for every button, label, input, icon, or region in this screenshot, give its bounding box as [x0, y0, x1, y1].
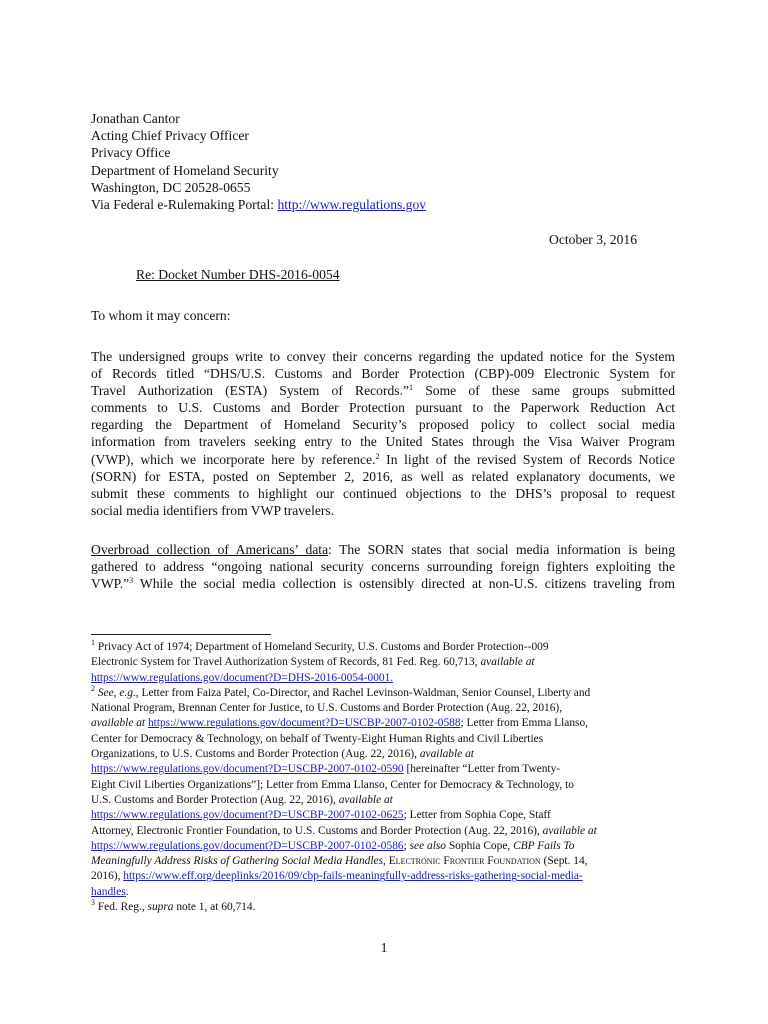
paragraph-line: [91, 382, 675, 399]
re-line: Re: Docket Number DHS-2016-0054: [136, 267, 340, 282]
text-run: While the social media collection is ostensibly directed at non-U.S. citizens traveling from: [133, 576, 675, 592]
text-run: available at: [542, 824, 597, 837]
text-run: ; Letter from Sophia Cope, Staff: [403, 809, 551, 822]
footnote-3-line: [91, 900, 675, 915]
footnote-link[interactable]: https://www.regulations.gov/document?D=USCBP-2007-0102-0625: [91, 809, 404, 822]
paragraph-line: submit these comments to highlight our continued objections to the DHS’s proposal to request: [91, 485, 675, 501]
text-run: U.S. Customs and Border Protection (Aug. 22, 2016),: [91, 793, 339, 806]
footnote-2-line: [91, 869, 675, 884]
text-run: available at: [480, 656, 535, 669]
footnote-2-line: [91, 854, 675, 869]
text-run: Attorney, Electronic Frontier Foundation, to U.S. Customs and Border Protection (Aug. 22, 2016),: [91, 824, 543, 837]
footnote-1-line: [91, 640, 675, 655]
paragraph-line: (SORN) for ESTA, posted on September 2, 2016, as well as related explanatory documents, we: [91, 468, 675, 484]
text-run: Electronic Frontier Foundation: [388, 855, 541, 868]
text-run: Travel Authorization (ESTA) System of Records.”: [91, 383, 410, 399]
text-run: (Sept. 14,: [540, 855, 588, 868]
recipient-department: Department of Homeland Security: [91, 162, 279, 178]
text-run: .: [125, 885, 129, 898]
text-run: (VWP), which we incorporate here by reference.: [91, 451, 376, 467]
footnote-ref[interactable]: 2: [375, 451, 380, 461]
recipient-city: Washington, DC 20528-0655: [91, 179, 251, 195]
text-run: Some of these same groups submitted: [413, 383, 675, 399]
text-run: see also: [409, 839, 446, 852]
footnote-ref[interactable]: 1: [409, 383, 414, 393]
footnote-2-line: [91, 683, 675, 701]
paragraph-line: [91, 575, 675, 592]
recipient-title: Acting Chief Privacy Officer: [91, 128, 249, 144]
recipient-name: Jonathan Cantor: [91, 111, 180, 126]
footnotes: [91, 640, 675, 915]
section-heading: Overbroad collection of Americans’ data: [91, 542, 329, 557]
footnote-link[interactable]: https://www.regulations.gov/document?D=USCBP-2007-0102-0590: [91, 763, 404, 776]
paragraph-overbroad: [91, 541, 675, 592]
page-number: 1: [380, 940, 388, 955]
salutation: To whom it may concern:: [91, 308, 231, 323]
paragraph-line: social media identifiers from VWP travelers.: [91, 502, 335, 518]
text-run: 2016),: [91, 870, 124, 883]
text-run: , Letter from Faiza Patel, Co-Director, and Rachel Levinson-Waldman, Senior Counsel, Liberty and: [135, 686, 591, 699]
text-run: VWP.”: [91, 576, 130, 592]
footnote-1-line: [91, 655, 675, 670]
paragraph-line: gathered to address “ongoing national security concerns surrounding foreign fighters exploiting the: [91, 559, 675, 575]
footnote-link[interactable]: https://www.regulations.gov/document?D=USCBP-2007-0102-0586: [91, 839, 404, 852]
text-run: Organizations, to U.S. Customs and Border Protection (Aug. 22, 2016),: [91, 748, 420, 761]
text-run: Fed. Reg.,: [95, 901, 148, 914]
paragraph-line: [91, 541, 675, 558]
text-run: note 1, at 60,714.: [173, 901, 256, 914]
text-run: ,: [383, 855, 389, 868]
footnote-ref[interactable]: 3: [129, 576, 134, 586]
paragraph-line: information from travelers seeking entry to the United States through the Visa Waiver Program: [91, 434, 675, 450]
footnote-2-line: [91, 716, 675, 731]
portal-label: Via Federal e-Rulemaking Portal:: [91, 197, 278, 213]
text-run: ; Letter from Emma Llanso,: [460, 717, 589, 730]
text-run: available at: [338, 793, 393, 806]
text-run: Meaningfully Address Risks of Gathering Social Media Handles: [91, 855, 384, 868]
paragraph-line: The undersigned groups write to convey their concerns regarding the updated notice for the System: [91, 349, 675, 364]
footnote-2-line: [91, 839, 675, 854]
letter-date: October 3, 2016: [549, 232, 637, 247]
paragraph-line: of Records titled “DHS/U.S. Customs and Border Protection (CBP)-009 Electronic System for: [91, 366, 675, 382]
text-run: CBP Fails To: [513, 839, 575, 852]
text-run: Sophia Cope,: [446, 839, 514, 852]
paragraph-line: [91, 451, 675, 468]
footnote-2-line: Center for Democracy & Technology, on behalf of Twenty-Eight Human Rights and Civil Liberties: [91, 732, 544, 745]
text-run: ;: [403, 839, 410, 852]
portal-link[interactable]: http://www.regulations.gov: [277, 197, 427, 213]
text-run: supra: [147, 901, 174, 914]
footnote-2-line: Eight Civil Liberties Organizations”]; Letter from Emma Llanso, Center for Democracy & Technology, to: [91, 778, 574, 791]
footnote-number: 2: [91, 683, 95, 693]
footnote-2-line: [91, 793, 675, 808]
footnote-number: 3: [91, 898, 95, 908]
footnote-link[interactable]: https://www.eff.org/deeplinks/2016/09/cbp-fails-meaningfully-address-risks-gathering-social-media-: [123, 870, 583, 883]
footnote-2-line: National Program, Brennan Center for Justice, to U.S. Customs and Border Protection (Aug. 22, 2016),: [91, 702, 563, 715]
text-run: : The SORN states that social media information is being: [328, 542, 676, 557]
footnote-2-line: [91, 885, 675, 900]
text-run: Electronic System for Travel Authorization System of Records, 81 Fed. Reg. 60,713,: [91, 656, 481, 669]
footnote-2-line: [91, 747, 675, 762]
paragraph-intro: [91, 348, 675, 519]
footnote-link[interactable]: https://www.regulations.gov/document?D=USCBP-2007-0102-0588: [147, 717, 461, 730]
text-run: available at: [419, 748, 474, 761]
portal-line: [91, 196, 426, 213]
footnote-link[interactable]: https://www.regulations.gov/document?D=DHS-2016-0054-0001.: [91, 671, 394, 684]
text-run: available at: [91, 717, 148, 730]
footnote-1-line: [91, 671, 675, 686]
footnote-2-line: [91, 824, 675, 839]
text-run: Privacy Act of 1974; Department of Homeland Security, U.S. Customs and Border Protection--009: [95, 641, 549, 653]
recipient-address-block: [91, 110, 426, 213]
footnote-link[interactable]: handles: [91, 885, 126, 898]
paragraph-line: comments to U.S. Customs and Border Protection pursuant to the Paperwork Reduction Act: [91, 400, 675, 416]
text-run: [hereinafter “Letter from Twenty-: [403, 763, 561, 776]
footnote-2-line: [91, 808, 675, 823]
paragraph-line: regarding the Department of Homeland Security’s proposed policy to collect social media: [91, 417, 675, 433]
text-run: In light of the revised System of Records Notice: [379, 451, 676, 467]
recipient-office: Privacy Office: [91, 145, 171, 161]
footnote-number: 1: [91, 638, 95, 647]
footnote-2-line: [91, 762, 675, 777]
footnote-divider: [91, 634, 271, 635]
text-run: See, e.g.: [95, 686, 136, 699]
